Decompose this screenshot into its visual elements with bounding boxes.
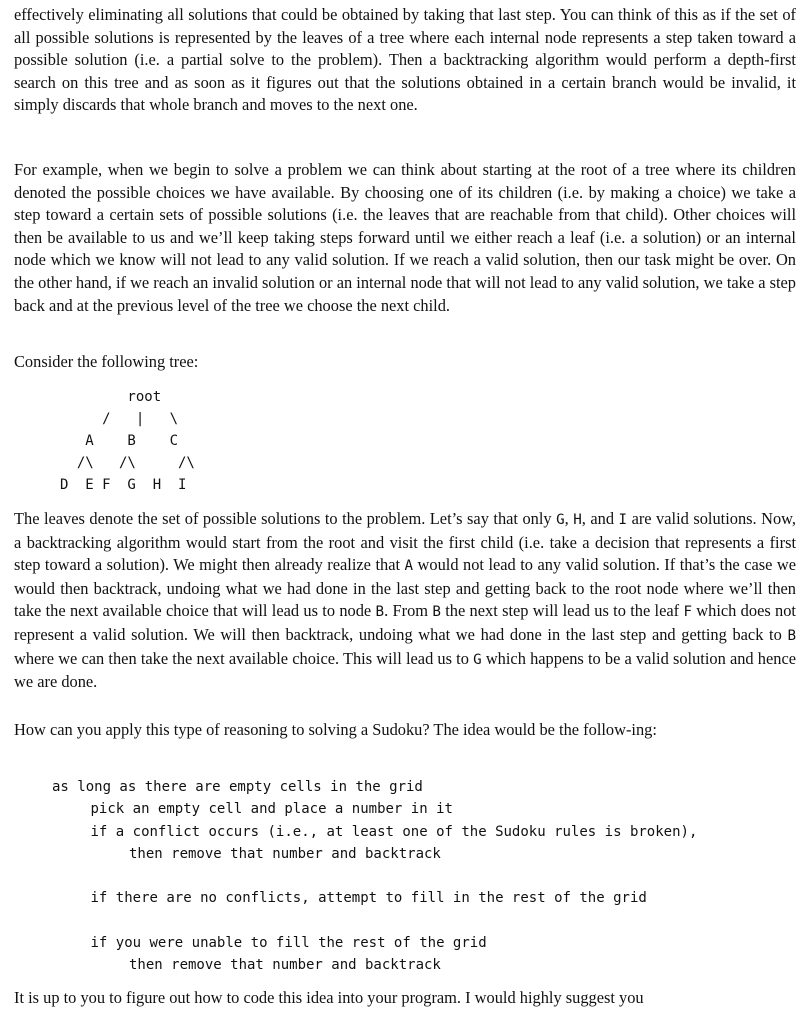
tree-line-leaves: D E F G H I [60, 477, 187, 494]
paragraph-backtracking-intro: effectively eliminating all solutions that could be obtained by taking that last step. You can think of this as if the set of all possible solutions is represented by the leaves of a tree where each internal node represents a step taken toward a possible solution (i.e. a partial solve to the problem). Then a backtracking algorithm would perform a depth-first search on this tree and as soon as it figures out that the solutions obtained in a certain branch would be invalid, it simply discards that whole branch and moves to the next one. [14, 5, 796, 115]
code-line: if you were unable to fill the rest of the grid [90, 935, 487, 952]
code-line: if a conflict occurs (i.e., at least one of the Sudoku rules is broken), [90, 823, 698, 840]
inline-code-b: B [787, 627, 796, 644]
paragraph-sudoku-question: How can you apply this type of reasoning to solving a Sudoku? The idea would be the follow-ing: [14, 720, 657, 739]
code-line: then remove that number and backtrack [129, 957, 441, 974]
code-line: as long as there are empty cells in the grid [52, 779, 423, 795]
pseudocode-block [52, 776, 697, 977]
tree-line-children: A B C [60, 433, 179, 450]
inline-code-g: G [473, 651, 482, 668]
inline-code-g: G [556, 512, 565, 528]
code-blank-line [52, 865, 697, 887]
inline-code-b: B [432, 604, 441, 621]
paragraph-closing: It is up to you to figure out how to code this idea into your program. I would highly suggest you [14, 988, 644, 1007]
inline-code-b: B [375, 604, 385, 621]
inline-code-i: I [618, 512, 628, 528]
tree-line-root-edges: / | \ [60, 411, 179, 428]
code-line: if there are no conflicts, attempt to fill in the rest of the grid [90, 890, 647, 907]
code-line: then remove that number and backtrack [129, 845, 441, 862]
inline-code-h: H [573, 512, 582, 528]
tree-line-child-edges: /\ /\ /\ [60, 455, 195, 472]
code-line: pick an empty cell and place a number in it [90, 801, 453, 818]
tree-line-root: root [60, 389, 162, 405]
tree-diagram [60, 386, 195, 496]
paragraph-backtracking-walkthrough: The leaves denote the set of possible solutions to the problem. Let’s say that only G, H, and I are valid solutions. Now, a backtracking algorithm would start from the root and visit the first child (i.e. take a decision that represents a first step toward a solution). We might then already realize that A would not lead to any valid solution. If that’s the case we would then backtrack, undoing what we had done in the last step and getting back to the root node where we’ll then take the next available choice that will lead us to node B. From B the next step will lead us to the leaf F which does not represent a valid solution. We will then backtrack, undoing what we had done in the last step and getting back to B where we can then take the next available choice. This will lead us to G which happens to be a valid solution and hence we are done. [14, 509, 797, 692]
inline-code-f: F [683, 604, 692, 621]
inline-code-a: A [404, 558, 414, 575]
code-blank-line [52, 910, 697, 932]
paragraph-tree-example: For example, when we begin to solve a problem we can think about starting at the root of a tree where its children denoted the possible choices we have available. By choosing one of its children (i.e. by making a choice) we take a step toward a certain sets of possible solutions (i.e. the leaves that are reachable from that child). Other choices will then be available to us and we’ll keep taking steps forward until we either reach a leaf (i.e. a solution) or an internal node which we know will not lead to any valid solution. If we reach a valid solution, then our task might be over. On the other hand, if we reach an invalid solution or an internal node that will not lead to any valid solution, we take a step back and at the previous level of the tree we choose the next child. [14, 160, 796, 315]
paragraph-consider-tree: Consider the following tree: [14, 352, 199, 371]
